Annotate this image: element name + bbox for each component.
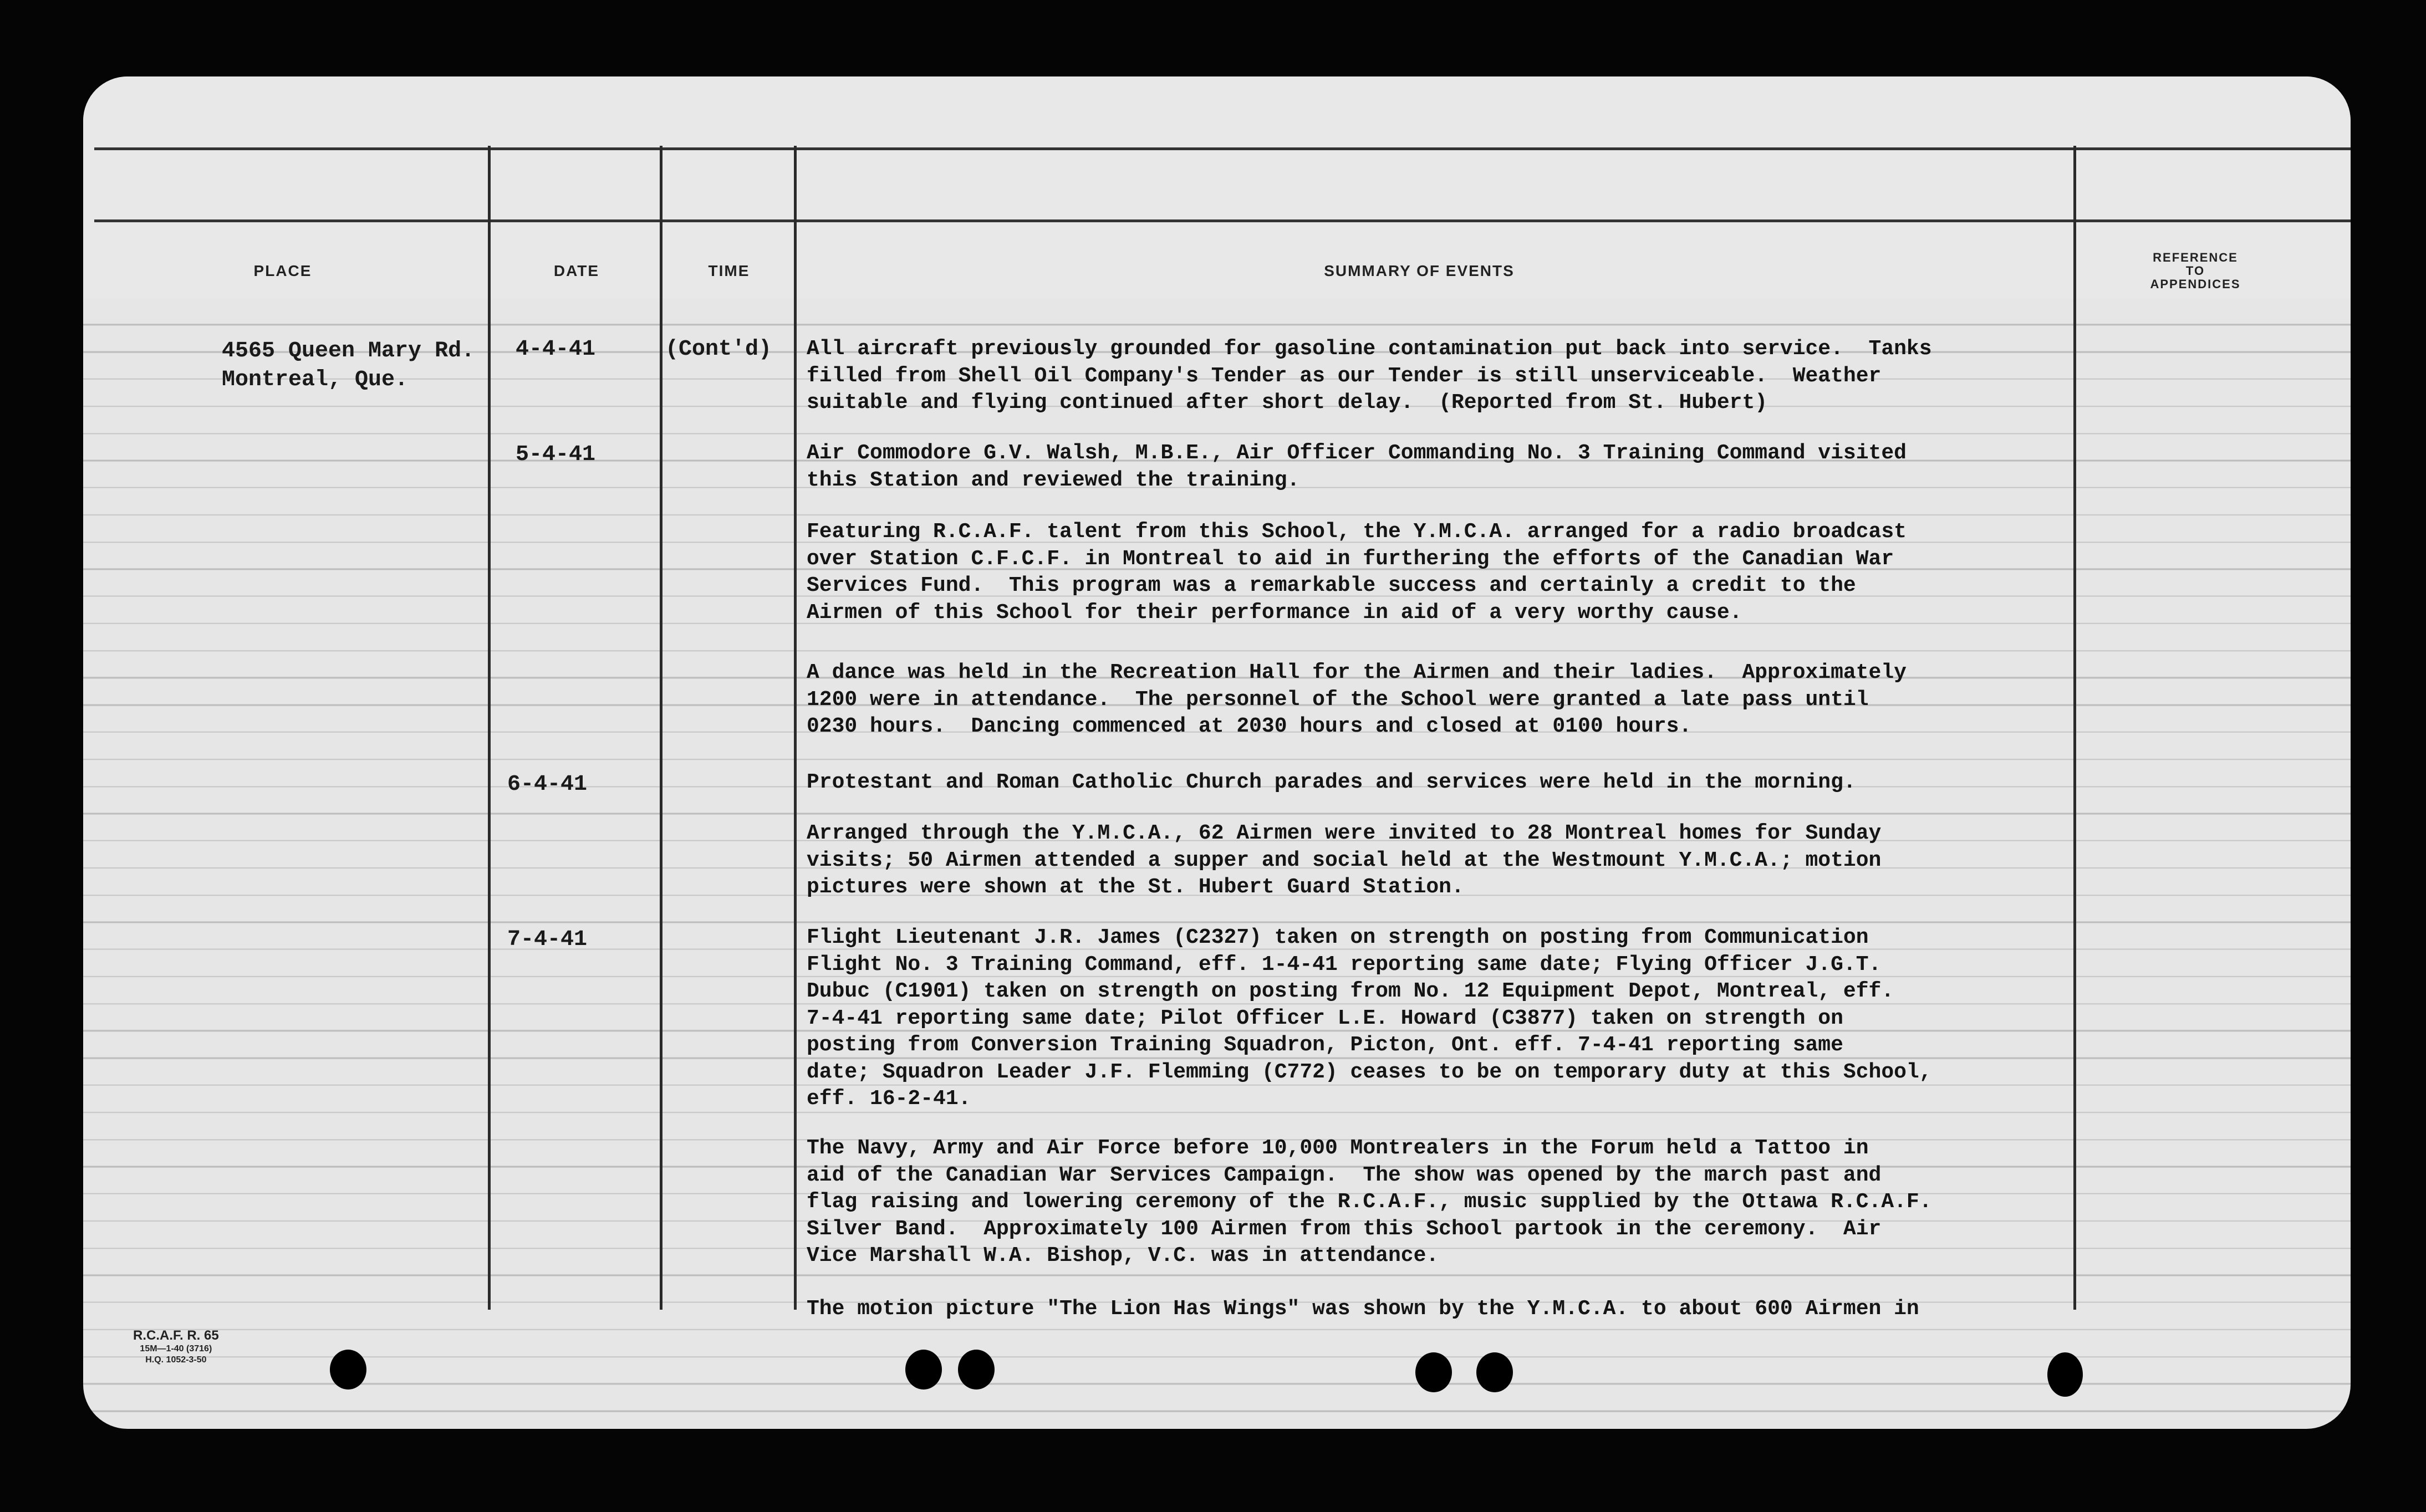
time-header: TIME — [708, 262, 750, 279]
time-entry: (Cont'd) — [665, 337, 772, 362]
date-entry: 5-4-41 — [516, 442, 596, 467]
event-entry: Featuring R.C.A.F. talent from this School, the Y.M.C.A. arranged for a radio broadcast over Station C.F.C.F. in Montreal to aid in furthering the efforts of the Canadian War Services Fund. This program was a remarkable success and certainly a credit to the Airmen of this School for their performance in aid of a very worthy cause. — [807, 520, 1907, 625]
time-summary-divider — [794, 146, 797, 1310]
date-entry: 4-4-41 — [516, 337, 596, 362]
reference-header-line2: TO — [2185, 264, 2205, 278]
place-date-divider — [488, 146, 491, 1310]
event-entry: Air Commodore G.V. Walsh, M.B.E., Air Officer Commanding No. 3 Training Command visited this Station and reviewed the training. — [807, 441, 1907, 492]
summary-header: SUMMARY OF EVENTS — [1324, 262, 1515, 279]
event-entry: Flight Lieutenant J.R. James (C2327) taken on strength on posting from Communication Flight No. 3 Training Command, eff. 1-4-41 reporting same date; Flying Officer J.G.T. Dubuc (C1901) taken on strength on posting from No. 12 Equipment Depot, Montreal, eff. 7-4-41 reporting same date; Pilot Officer L.E. Howard (C3877) taken on strength on posting from Conversion Training Squadron, Picton, Ont. eff. 7-4-41 reporting same date; Squadron Leader J.F. Flemming (C772) ceases to be on temporary duty at this School, eff. 16-2-41. — [807, 926, 1932, 1111]
reference-header-line1: REFERENCE — [2153, 251, 2238, 264]
header-band — [83, 76, 2351, 298]
punch-hole — [1476, 1352, 1513, 1392]
reference-header-line3: APPENDICES — [2150, 277, 2241, 291]
date-time-divider — [660, 146, 662, 1310]
event-entry: A dance was held in the Recreation Hall for the Airmen and their ladies. Approximately 1200 were in attendance. The personnel of the School were granted a late pass until 0230 hours. Dancing commenced at 2030 hours and closed at 0100 hours. — [807, 661, 1907, 738]
event-entry: The Navy, Army and Air Force before 10,000 Montrealers in the Forum held a Tattoo in aid of the Canadian War Services Campaign. The show was opened by the march past and flag raising and lowering ceremony of the R.C.A.F., music supplied by the Ottawa R.C.A.F. Silver Band. Approximately 100 Airmen from this School partook in the ceremony. Air Vice Marshall W.A. Bishop, V.C. was in attendance. — [807, 1136, 1932, 1268]
punch-hole — [958, 1350, 995, 1390]
form-number-line2: 15M—1-40 (3716) — [140, 1344, 212, 1353]
event-entry: Arranged through the Y.M.C.A., 62 Airmen were invited to 28 Montreal homes for Sunday visits; 50 Airmen attended a supper and social held at the Westmount Y.M.C.A.; motion pictures were shown at the St. Hubert Guard Station. — [807, 821, 1882, 899]
punch-hole — [2047, 1352, 2083, 1397]
place-header: PLACE — [253, 262, 312, 279]
punch-hole — [1415, 1352, 1452, 1392]
date-entry: 6-4-41 — [507, 772, 588, 797]
form-number-line3: H.Q. 1052-3-50 — [145, 1355, 207, 1365]
reference-header — [2134, 251, 2256, 291]
date-header: DATE — [553, 262, 600, 279]
header-top-rule — [94, 147, 2351, 150]
header-bottom-rule — [94, 219, 2351, 222]
summary-reference-divider — [2073, 146, 2076, 1310]
form-number-line1: R.C.A.F. R. 65 — [133, 1328, 219, 1343]
diary-card — [83, 76, 2351, 1429]
event-entry: Protestant and Roman Catholic Church parades and services were held in the morning. — [807, 770, 1856, 794]
date-entry: 7-4-41 — [507, 927, 588, 952]
event-entry: The motion picture "The Lion Has Wings" was shown by the Y.M.C.A. to about 600 Airmen in — [807, 1297, 1919, 1321]
punch-hole — [905, 1350, 942, 1390]
place-entry: 4565 Queen Mary Rd. Montreal, Que. — [222, 339, 475, 392]
form-number — [133, 1328, 219, 1366]
punch-hole — [330, 1350, 366, 1390]
event-entry: All aircraft previously grounded for gasoline contamination put back into service. Tanks filled from Shell Oil Company's Tender as our Tender is still unserviceable. Weather suitable and flying continued after short delay. (Reported from St. Hubert) — [807, 337, 1932, 415]
